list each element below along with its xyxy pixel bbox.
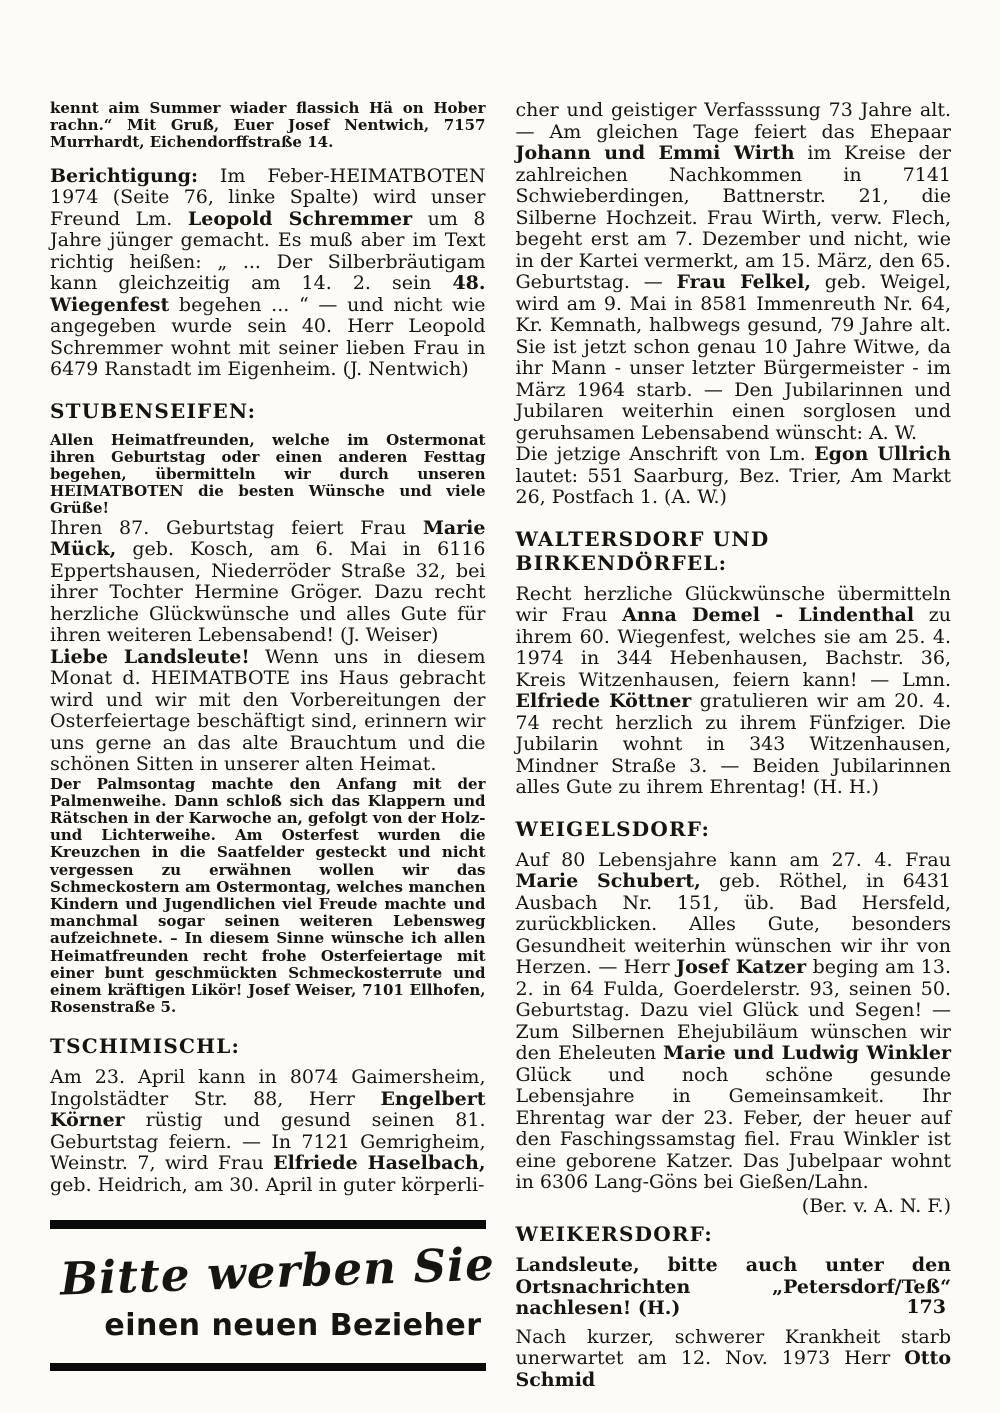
schmid-obituary-paragraph: Nach kurzer, schwerer Krankheit starb unerwartet am 12. Nov. 1973 Herr Otto Schmid — [515, 1325, 951, 1391]
correction-paragraph: Berichtigung: Im Feber-HEIMATBOTEN 1974 (Seite 76, linke Spalte) wird unser Freund Lm. Leopold Schremmer um 8 Jahre jünger gemacht. Es muß aber im Text richtig heißen: „ ... Der Silberbräutigam kann gleichzeitig am 14. 2. sein 48. Wiegenfest begehen ... “ — und nicht wie angegeben wurde sein 40. Herr Leopold Schremmer wohnt mit seiner lieben Frau in 6479 Ranstadt im Eigenheim. (J. Nentwich) — [50, 164, 486, 381]
waltersdorf-heading: WALTERSDORF UND BIRKENDÖRFEL: — [515, 526, 770, 575]
waltersdorf-paragraph: Recht herzliche Glückwünsche übermitteln wir Frau Anna Demel - Lindenthal zu ihrem 60. Wiegenfest, welches sie am 25. 4. 1974 in 344 Hebenhausen, Bachstr. 36, Kreis Witzenhausen, feiern kann! — Lmn. Elfriede Köttner gratulieren wir am 20. 4. 74 recht herzlich zu ihrem Fünfziger. Die Jubilarin wohnt in 343 Witzenhausen, Mindner Straße 3. — Beiden Jubilarinnen alles Gute zu ihrem Ehrentag! (H. H.) — [515, 582, 951, 798]
intro-paragraph: kennt aim Summer wiader flassich Hä on Hober rachn.“ Mit Gruß, Euer Josef Nentwich, 7157 Murrhardt, Eichendorffstraße 14. — [50, 99, 486, 152]
stubenseifen-heading: STUBENSEIFEN: — [50, 398, 257, 423]
weikersdorf-note-paragraph: Landsleute, bitte auch unter den Ortsnachrichten „Petersdorf/Teß“ nachlesen! (H.) — [515, 1254, 951, 1319]
landsleute-paragraph: Liebe Landsleute! Wenn uns in diesem Monat d. HEIMATBOTE ins Haus gebracht wird und wir mit den Vorbereitungen der Osterfeiertage beschäftigt sind, erinnern wir uns gerne an das alte Brauchtum und die schönen Sitten in unserer alten Heimat. — [50, 645, 486, 776]
mueck-birthday-paragraph: Ihren 87. Geburtstag feiert Frau Marie Mück, geb. Kosch, am 6. Mai in 6116 Eppertshausen, Niederröder Straße 32, bei ihrer Tochter Hermine Gröger. Dazu recht herzliche Glückwünsche und alles Gute für ihren weiteren Lebensabend! (J. Weiser) — [50, 516, 486, 647]
page-number: 173 — [906, 1296, 946, 1318]
promo-script-line: Bitte werben Sie — [59, 1237, 496, 1307]
reporter-byline: (Ber. v. A. N. F.) — [801, 1194, 951, 1217]
stubenseifen-intro-paragraph: Allen Heimatfreunden, welche im Ostermonat ihren Geburtstag oder einen anderen Festtag begehen, übermitteln wir durch unseren HEIMATBOTEN die besten Wünsche und viele Grüße! — [50, 430, 486, 518]
left-column — [50, 99, 496, 1391]
promo-bold-line: einen neuen Bezieher — [104, 1308, 482, 1344]
weigelsdorf-heading: WEIGELSDORF: — [515, 816, 711, 841]
tschimischl-heading: TSCHIMISCHL: — [50, 1034, 241, 1059]
weikersdorf-heading: WEIKERSDORF: — [515, 1222, 713, 1246]
ullrich-address-paragraph: Die jetzige Anschrift von Lm. Egon Ullrich lautet: 551 Saarburg, Bez. Trier, Am Markt 26, Postfach 1. (A. W.) — [515, 443, 952, 508]
subscription-promo-box — [50, 1220, 496, 1371]
easter-customs-paragraph: Der Palmsontag machte den Anfang mit der Palmenweihe. Dann schloß sich das Klappern und Rätschen in der Karwoche an, gefolgt von der Holz- und Lichterweihe. Am Osterfest wurden die Kreuzchen in die Saatfelder gesteckt und nicht vergessen zu erwähnen wollen wir das Schmeckostern am Ostermontag, welches manchen Kindern und Jugendlichen viel Freude machte und manchmal sogar seinen weiteren Lebensweg aufzeichnete. – In diesem Sinne wünsche ich allen Heimatfreunden recht frohe Osterfeiertage mit einer bunt geschmückten Schmeckosterrute und einem kräftigen Likör! Josef Weiser, 7101 Ellhofen, Rosenstraße 5. — [50, 774, 486, 1017]
right-column — [516, 100, 952, 1391]
tschimischl-paragraph: Am 23. April kann in 8074 Gaimersheim, Ingolstädter Str. 88, Herr Engelbert Körner rüstig und gesund seinen 81. Geburtstag feiern. — In 7121 Gemrigheim, Weinstr. 7, wird Frau Elfriede Haselbach, geb. Heidrich, am 30. April in guter körperli- — [50, 1066, 486, 1196]
weigelsdorf-paragraph: Auf 80 Lebensjahre kann am 27. 4. Frau Marie Schubert, geb. Röthel, in 6431 Ausbach Nr. 151, üb. Bad Hersfeld, zurückblicken. Alles Gute, besonders Gesundheit weiterhin wünschen wir ihr von Herzen. — Herr Josef Katzer beging am 13. 2. in 64 Fulda, Goerdelerstr. 93, seinen 50. Geburtstag. Dazu viel Glück und Segen! — Zum Silbernen Ehejubiläum wünschen wir den Eheleuten Marie und Ludwig Winkler Glück und noch schöne gesunde Lebensjahre in Gemeinsamkeit. Ihr Ehrentag war der 23. Feber, der heuer auf den Faschingssamstag fiel. Frau Winkler ist eine geborene Katzer. Das Jubelpaar wohnt in 6306 Lang-Göns bei Gießen/Lahn. — [515, 848, 952, 1193]
continuation-paragraph: cher und geistiger Verfasssung 73 Jahre alt. — Am gleichen Tage feiert das Ehepaar Johann und Emmi Wirth im Kreise der zahlreichen Nachkommen in 7141 Schwieberdingen, Battnerstr. 21, die Silberne Hochzeit. Frau Wirth, verw. Flech, begeht erst am 7. Dezember und nicht, wie in der Kartei vermerkt, am 15. März, den 65. Geburtstag. — Frau Felkel, geb. Weigel, wird am 9. Mai in 8581 Immenreuth Nr. 64, Kr. Kemnath, halbwegs gesund, 79 Jahre alt. Sie ist jetzt schon genau 10 Jahre Witwe, da ihr Mann - unser letzter Bürgermeister - im März 1964 starb. — Den Jubilarinnen und Jubilaren weiterhin einen sorglosen und geruhsamen Lebensabend wünscht: A. W. — [515, 99, 952, 444]
